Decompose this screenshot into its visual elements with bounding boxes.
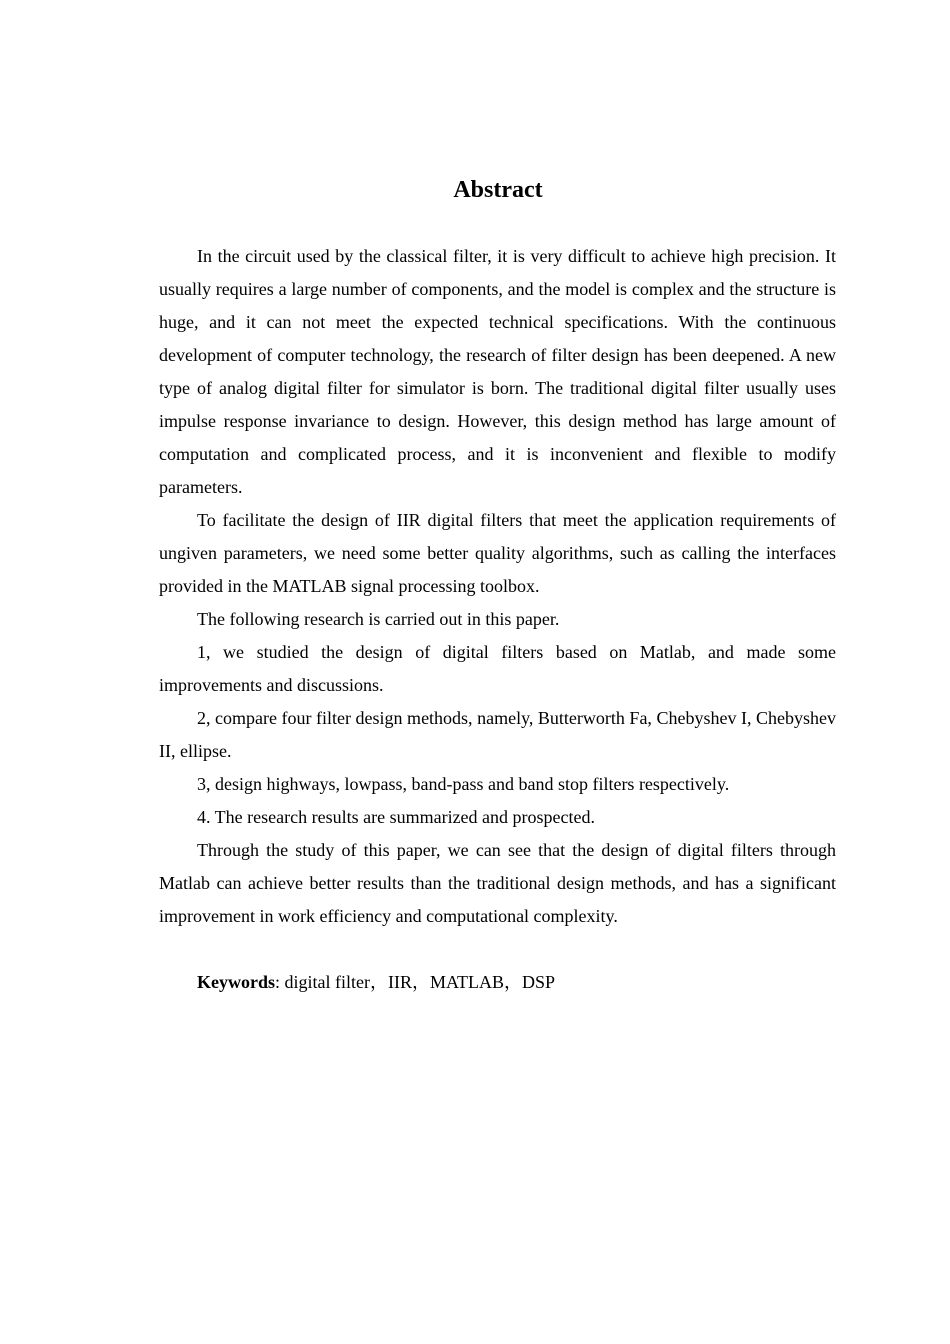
abstract-body [159, 240, 836, 933]
abstract-paragraph-3: The following research is carried out in this paper. [197, 609, 560, 629]
abstract-paragraph-8: Through the study of this paper, we can see that the design of digital filters through Matlab can achieve better results than the traditional design methods, and has a significant improvement in work efficiency and computational complexity. [159, 840, 836, 926]
keywords-separator: : [275, 972, 285, 992]
abstract-paragraph-5: 2, compare four filter design methods, namely, Butterworth Fa, Chebyshev I, Chebyshev II, ellipse. [159, 708, 836, 761]
keywords-label: Keywords [197, 972, 275, 992]
abstract-paragraph-1: In the circuit used by the classical filter, it is very difficult to achieve high precision. It usually requires a large number of components, and the model is complex and the structure is huge, and it can not meet the expected technical specifications. With the continuous development of computer technology, the research of filter design has been deepened. A new type of analog digital filter for simulator is born. The traditional digital filter usually uses impulse response invariance to design. However, this design method has large amount of computation and complicated process, and it is inconvenient and flexible to modify parameters. [159, 246, 836, 497]
abstract-paragraph-2: To facilitate the design of IIR digital filters that meet the application requirements of ungiven parameters, we need some better quality algorithms, such as calling the interfaces provided in the MATLAB signal processing toolbox. [159, 510, 836, 596]
page-title: Abstract [453, 177, 543, 203]
keywords-value: digital filter，IIR，MATLAB，DSP [284, 972, 556, 992]
abstract-paragraph-4: 1, we studied the design of digital filters based on Matlab, and made some improvements and discussions. [159, 642, 836, 695]
abstract-paragraph-7: 4. The research results are summarized and prospected. [197, 807, 596, 827]
abstract-paragraph-6: 3, design highways, lowpass, band-pass and band stop filters respectively. [197, 774, 730, 794]
keywords-line [197, 966, 555, 999]
